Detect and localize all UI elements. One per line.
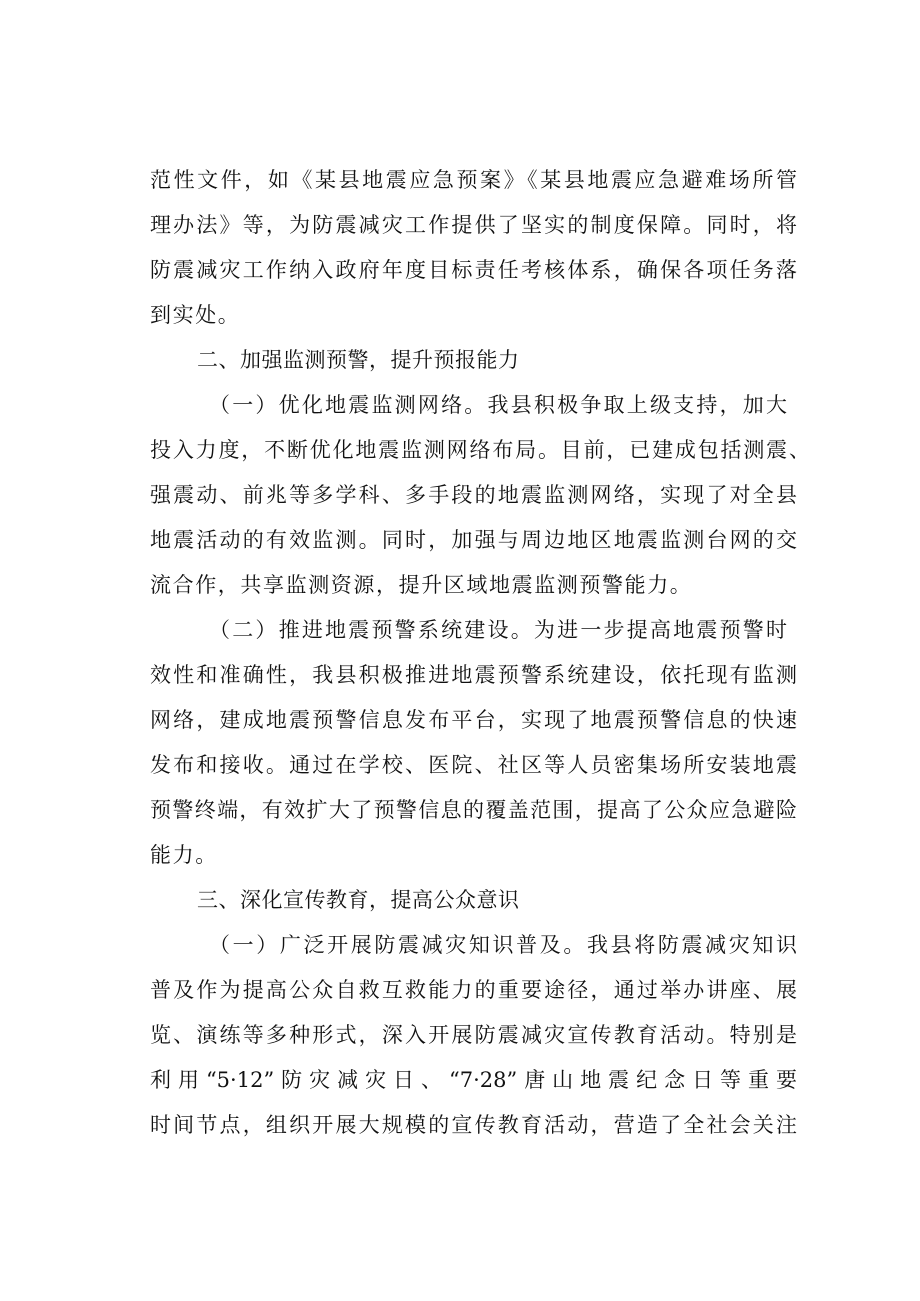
paragraph-line: （一）优化地震监测网络。我县积极争取上级支持，加大 (209, 393, 787, 417)
paragraph-line: 范性文件，如《某县地震应急预案》《某县地震应急避难场所管 (150, 168, 797, 192)
paragraph-line: 效性和准确性，我县积极推进地震预警系统建设，依托现有监测 (150, 663, 797, 687)
paragraph-line: 到实处。 (150, 303, 241, 327)
paragraph-line: 览、演练等多种形式，深入开展防震减灾宣传教育活动。特别是 (150, 1023, 797, 1047)
paragraph-line: 发布和接收。通过在学校、医院、社区等人员密集场所安装地震 (150, 753, 797, 777)
paragraph-line: 时间节点，组织开展大规模的宣传教育活动，营造了全社会关注 (150, 1113, 797, 1137)
paragraph-line: 预警终端，有效扩大了预警信息的覆盖范围，提高了公众应急避险 (150, 798, 797, 822)
paragraph-line: 普及作为提高公众自救互救能力的重要途径，通过举办讲座、展 (150, 978, 797, 1002)
paragraph-line: （二）推进地震预警系统建设。为进一步提高地震预警时 (209, 618, 787, 642)
paragraph-line: 流合作，共享监测资源，提升区域地震监测预警能力。 (150, 573, 693, 597)
section-heading-2: 二、加强监测预警，提升预报能力 (197, 348, 520, 372)
paragraph-line: 强震动、前兆等多学科、多手段的地震监测网络，实现了对全县 (150, 483, 797, 507)
paragraph-line: 能力。 (150, 843, 218, 867)
paragraph-line: 网络，建成地震预警信息发布平台，实现了地震预警信息的快速 (150, 708, 797, 732)
paragraph-line: 投入力度，不断优化地震监测网络布局。目前，已建成包括测震、 (150, 438, 810, 462)
paragraph-line: 利用“5·12”防灾减灾日、“7·28”唐山地震纪念日等重要 (150, 1068, 797, 1092)
paragraph-line: （一）广泛开展防震减灾知识普及。我县将防震减灾知识 (209, 933, 797, 957)
paragraph-line: 防震减灾工作纳入政府年度目标责任考核体系，确保各项任务落 (150, 258, 797, 282)
paragraph-line: 理办法》等，为防震减灾工作提供了坚实的制度保障。同时，将 (150, 213, 797, 237)
section-heading-3: 三、深化宣传教育，提高公众意识 (197, 888, 520, 912)
paragraph-line: 地震活动的有效监测。同时，加强与周边地区地震监测台网的交 (150, 528, 797, 552)
